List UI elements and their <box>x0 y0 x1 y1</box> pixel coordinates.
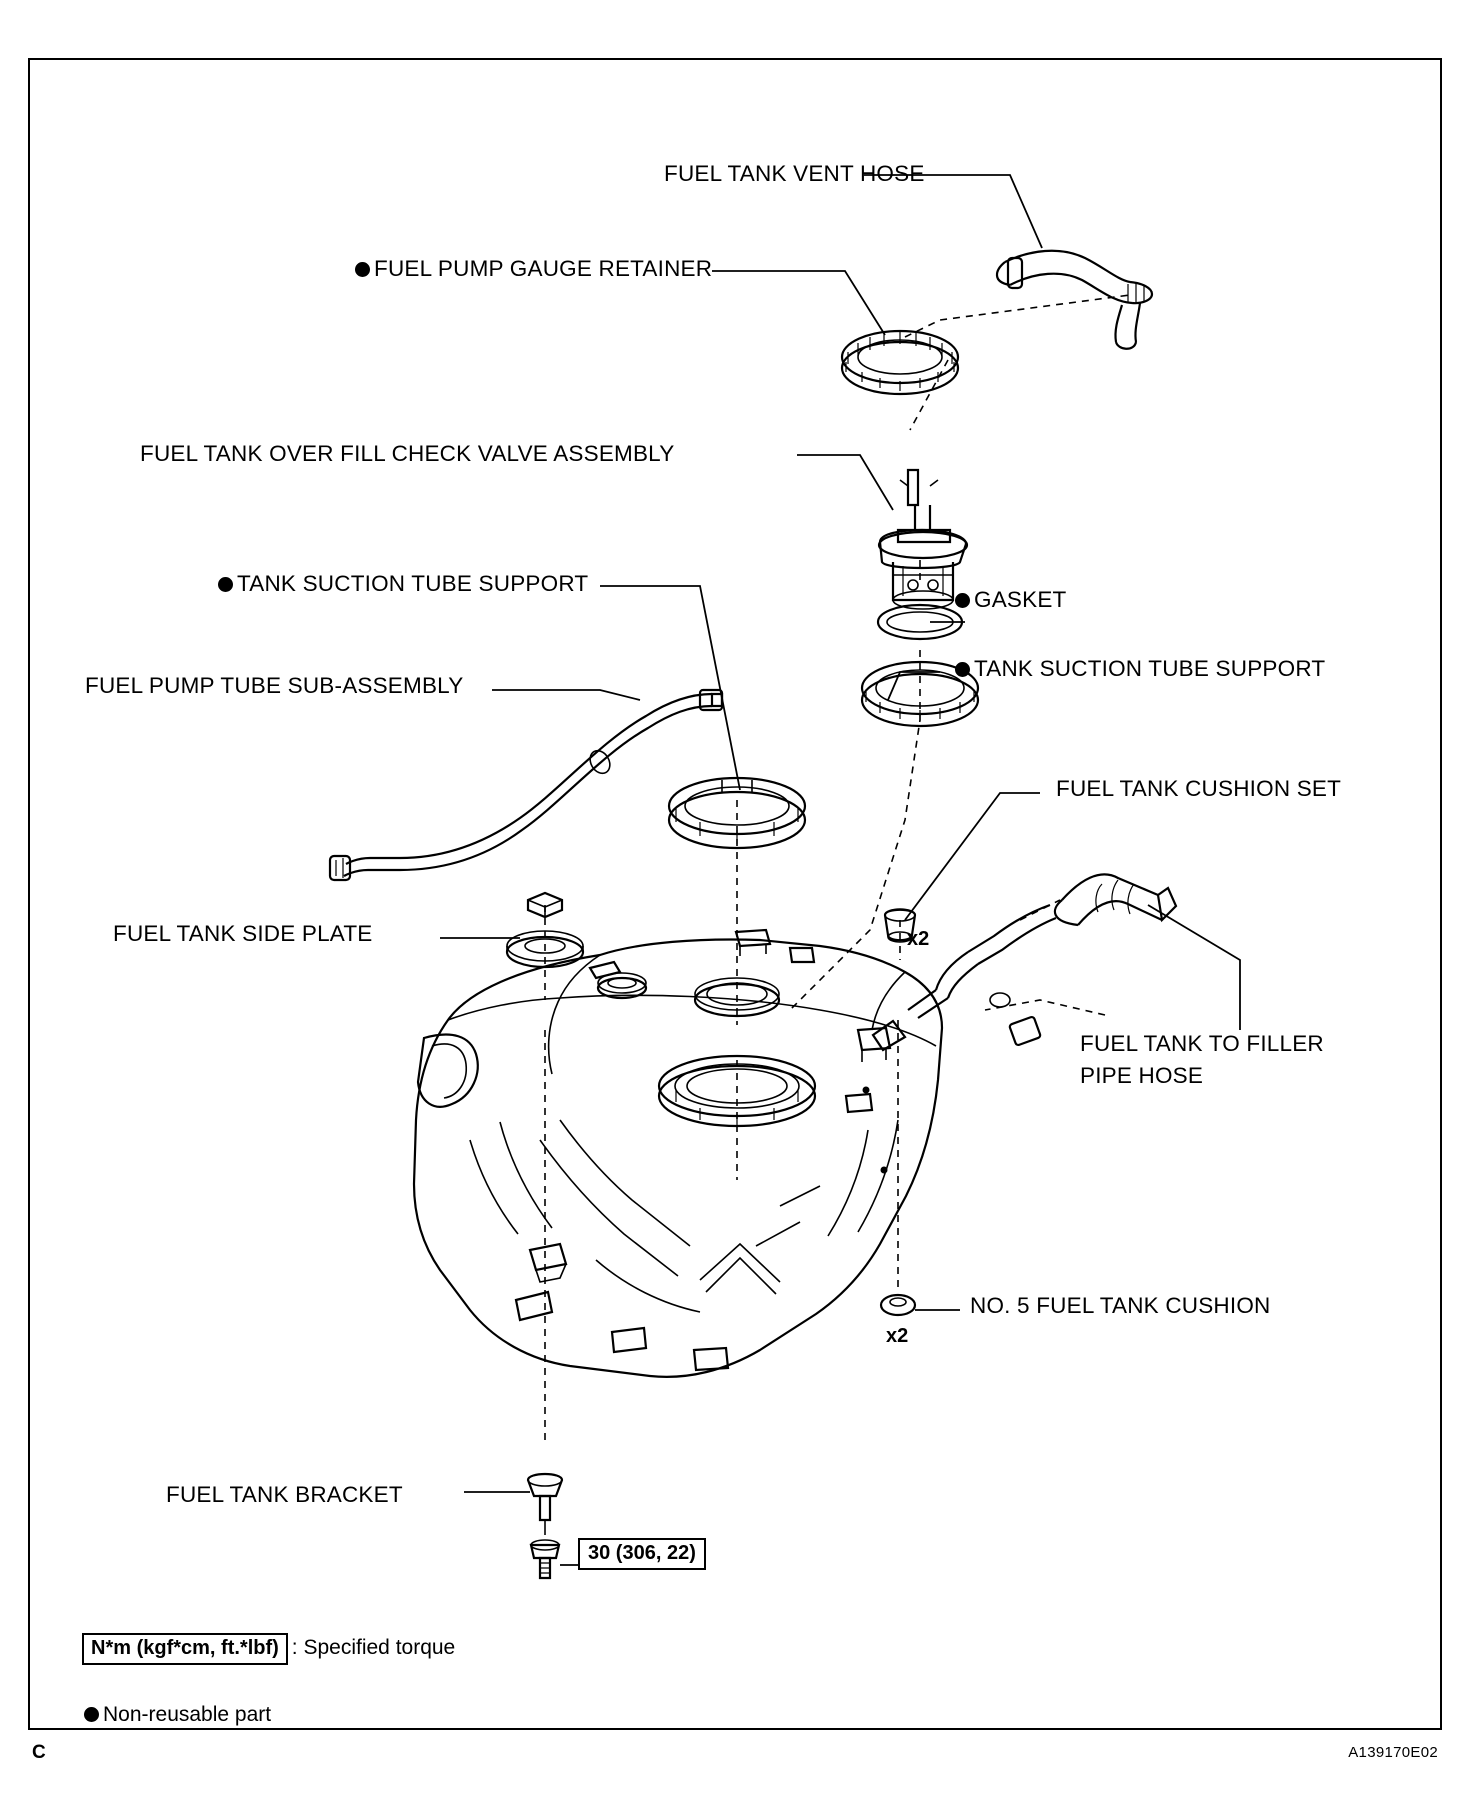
label-fuel-tank-bracket: FUEL TANK BRACKET <box>166 1482 403 1507</box>
label-tank-suction-tube-support-left-text: TANK SUCTION TUBE SUPPORT <box>237 571 589 596</box>
label-fuel-tank-over-fill-check-valve-assembly: FUEL TANK OVER FILL CHECK VALVE ASSEMBLY <box>140 441 675 466</box>
label-gasket <box>955 586 1066 615</box>
non-reusable-bullet-icon <box>355 262 370 277</box>
legend-non-reusable-note: Non-reusable part <box>103 1703 272 1726</box>
legend-torque <box>82 1633 455 1665</box>
legend-torque-note: : Specified torque <box>291 1636 456 1659</box>
quantity-cushion-set: x2 <box>907 928 930 950</box>
quantity-no5-cushion: x2 <box>886 1325 909 1347</box>
legend-torque-unit-box: N*m (kgf*cm, ft.*lbf) <box>82 1633 288 1665</box>
non-reusable-bullet-icon <box>955 593 970 608</box>
label-gasket-text: GASKET <box>974 587 1067 612</box>
label-fuel-tank-vent-hose: FUEL TANK VENT HOSE <box>664 161 925 186</box>
label-tank-suction-tube-support-right <box>955 655 1325 684</box>
non-reusable-bullet-icon <box>84 1707 99 1722</box>
legend-non-reusable <box>84 1703 271 1727</box>
label-fuel-pump-gauge-retainer-text: FUEL PUMP GAUGE RETAINER <box>374 256 713 281</box>
label-tank-suction-tube-support-right-text: TANK SUCTION TUBE SUPPORT <box>974 656 1326 681</box>
diagram-border <box>28 58 1442 1730</box>
label-fuel-tank-to-filler-pipe-hose-line1: FUEL TANK TO FILLER <box>1080 1031 1324 1056</box>
label-tank-suction-tube-support-left <box>218 570 588 599</box>
label-fuel-tank-cushion-set: FUEL TANK CUSHION SET <box>1056 776 1342 801</box>
label-fuel-tank-to-filler-pipe-hose-line2: PIPE HOSE <box>1080 1063 1204 1088</box>
figure-code: A139170E02 <box>1348 1744 1438 1761</box>
non-reusable-bullet-icon <box>218 577 233 592</box>
page-corner-mark: C <box>32 1742 46 1763</box>
label-fuel-pump-gauge-retainer <box>355 255 712 284</box>
label-no5-fuel-tank-cushion: NO. 5 FUEL TANK CUSHION <box>970 1293 1271 1318</box>
label-fuel-tank-side-plate: FUEL TANK SIDE PLATE <box>113 921 373 946</box>
label-fuel-pump-tube-sub-assembly: FUEL PUMP TUBE SUB-ASSEMBLY <box>85 673 464 698</box>
torque-spec-fuel-tank-bracket: 30 (306, 22) <box>578 1538 706 1570</box>
non-reusable-bullet-icon <box>955 662 970 677</box>
